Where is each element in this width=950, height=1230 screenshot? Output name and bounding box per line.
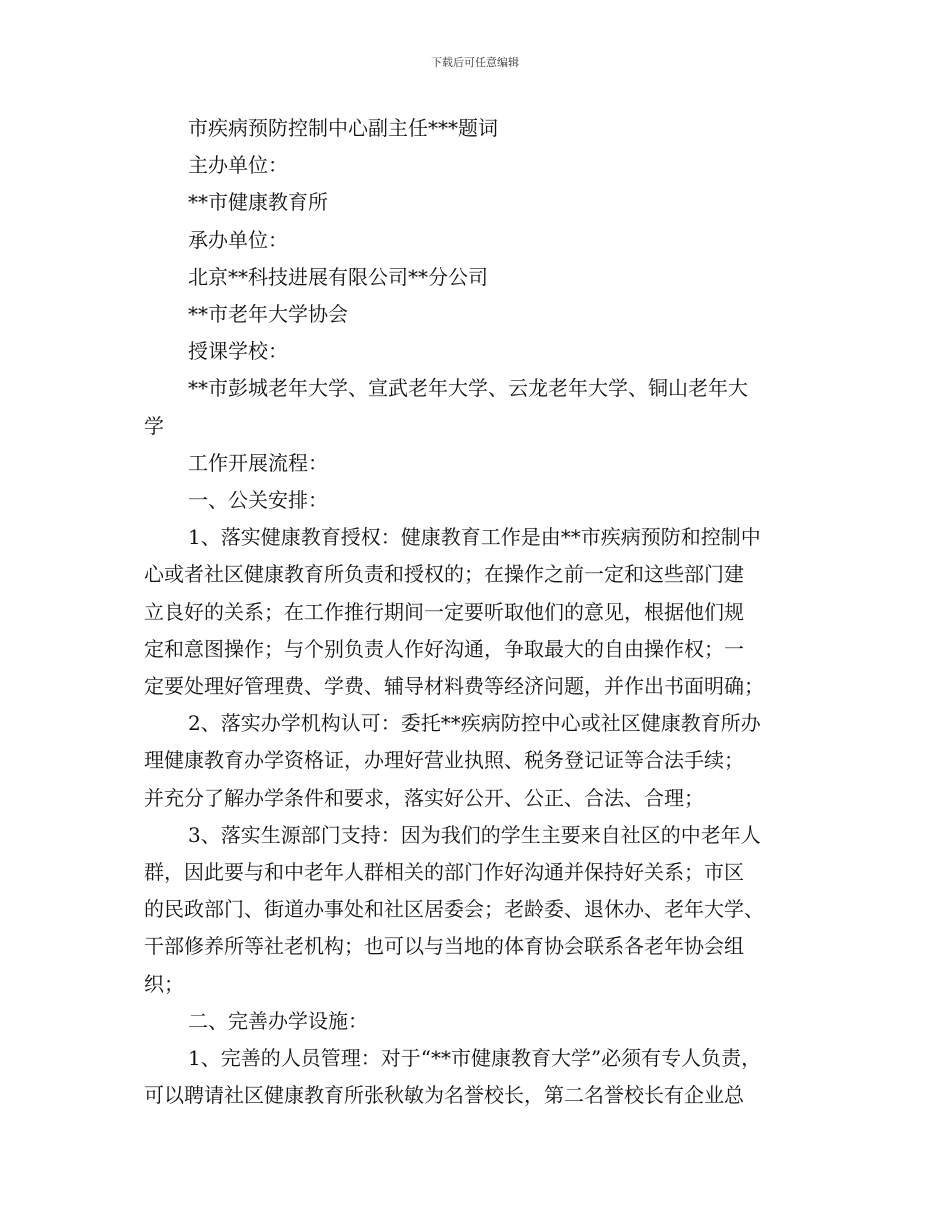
paragraph-line: 并充分了解办学条件和要求，落实好公开、公正、合法、合理； — [144, 785, 704, 810]
paragraph-line: 2、落实办学机构认可：委托**疾病防控中心或社区健康教育所办 — [188, 711, 761, 736]
paragraph-line: 织； — [144, 971, 184, 996]
paragraph-line: 工作开展流程： — [188, 450, 328, 475]
document-body — [144, 110, 814, 1114]
paragraph-line: 1、落实健康教育授权：健康教育工作是由**市疾病预防和控制中 — [188, 525, 761, 550]
paragraph-line: 立良好的关系；在工作推行期间一定要听取他们的意见，根据他们规 — [144, 599, 744, 624]
paragraph-line: 北京**科技进展有限公司**分公司 — [188, 264, 488, 289]
paragraph-line: 市疾病预防控制中心副主任***题词 — [188, 116, 498, 140]
paragraph-line: 心或者社区健康教育所负责和授权的；在操作之前一定和这些部门建 — [144, 562, 744, 587]
paragraph-line: 定要处理好管理费、学费、辅导材料费等经济问题，并作出书面明确； — [144, 674, 764, 699]
paragraph-line: 授课学校： — [188, 339, 288, 364]
paragraph-line: **市彭城老年大学、宣武老年大学、云龙老年大学、铜山老年大 — [188, 376, 748, 401]
paragraph-line: 一、公关安排： — [188, 488, 328, 513]
paragraph-line: 定和意图操作；与个别负责人作好沟通，争取最大的自由操作权；一 — [144, 636, 744, 661]
paragraph-line: **市老年大学协会 — [188, 302, 348, 327]
paragraph-line: 理健康教育办学资格证，办理好营业执照、税务登记证等合法手续； — [144, 748, 744, 773]
paragraph-line: 的民政部门、街道办事处和社区居委会；老龄委、退休办、老年大学、 — [144, 897, 764, 922]
page-header-note: 下载后可任意编辑 — [431, 56, 519, 69]
paragraph-line: 1、完善的人员管理：对于“**市健康教育大学”必须有专人负责， — [188, 1046, 762, 1071]
paragraph-line: 3、落实生源部门支持：因为我们的学生主要来自社区的中老年人 — [188, 822, 761, 847]
paragraph-line: 可以聘请社区健康教育所张秋敏为名誉校长，第二名誉校长有企业总 — [144, 1083, 744, 1108]
paragraph-line: 群，因此要与和中老年人群相关的部门作好沟通并保持好关系；市区 — [144, 860, 744, 885]
paragraph-line: 干部修养所等社老机构；也可以与当地的体育协会联系各老年协会组 — [144, 934, 744, 959]
paragraph-line: 二、完善办学设施： — [188, 1008, 368, 1033]
paragraph-line: 承办单位： — [188, 227, 288, 252]
paragraph-line: **市健康教育所 — [188, 190, 328, 215]
paragraph-line: 学 — [144, 413, 164, 438]
paragraph-line: 主办单位： — [188, 153, 288, 178]
